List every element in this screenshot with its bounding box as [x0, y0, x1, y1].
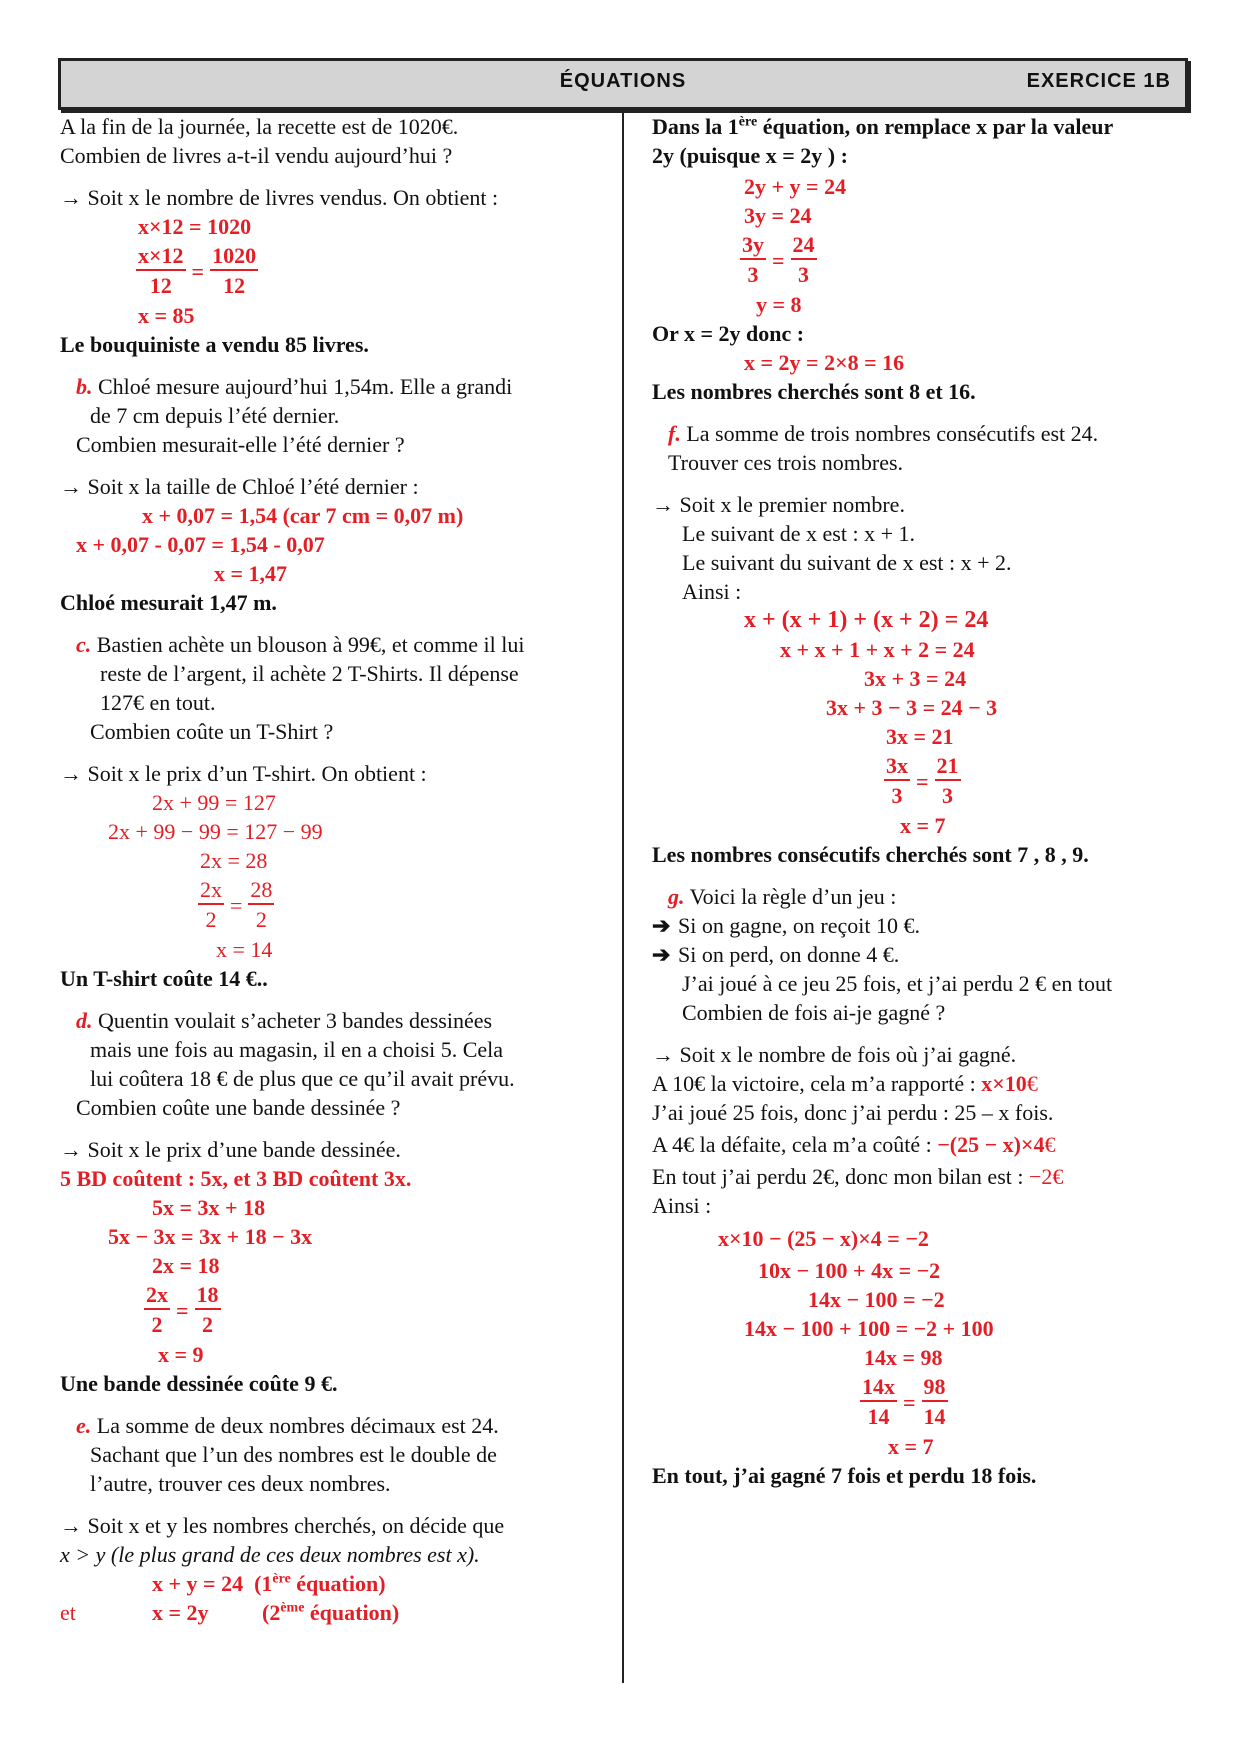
question-line: f. La somme de trois nombres consécutifs est 24.: [668, 421, 1099, 446]
fraction-equation: [60, 877, 596, 933]
conclusion: Les nombres cherchés sont 8 et 16.: [652, 379, 976, 404]
equation: x = 1,47: [214, 561, 288, 586]
fraction-numerator: 1020: [210, 243, 258, 271]
question-letter: c.: [76, 632, 92, 657]
fraction-denominator: 14: [923, 1404, 946, 1429]
question-line: Sachant que l’un des nombres est le double de: [90, 1442, 497, 1467]
question-line: J’ai joué à ce jeu 25 fois, et j’ai perdu 2 € en tout: [682, 971, 1113, 996]
solution-line: → Soit x le nombre de livres vendus. On obtient :: [60, 185, 499, 210]
equation: 2x = 18: [152, 1253, 220, 1278]
question-line: Trouver ces trois nombres.: [668, 450, 904, 475]
solution-line: → Soit x la taille de Chloé l’été dernier :: [60, 474, 419, 499]
solution-line: J’ai joué 25 fois, donc j’ai perdu : 25 – x fois.: [652, 1100, 1054, 1125]
bullet-line: ➔ Si on perd, on donne 4 €.: [652, 942, 900, 967]
text-line: Combien de livres a-t-il vendu aujourd’hui ?: [60, 143, 453, 168]
text-line: 2y (puisque x = 2y ) :: [652, 143, 848, 168]
solution-line: Ainsi :: [682, 579, 742, 604]
solution-line: → Soit x le prix d’une bande dessinée.: [60, 1137, 401, 1162]
equation: 2x + 99 − 99 = 127 − 99: [108, 819, 323, 844]
fraction-equation: [652, 753, 1192, 809]
fraction-equation: [60, 1282, 596, 1338]
note-line: 5 BD coûtent : 5x, et 3 BD coûtent 3x.: [60, 1166, 412, 1191]
fraction-numerator: x×12: [136, 243, 186, 271]
equation: x = 7: [888, 1434, 934, 1459]
equals-sign: =: [903, 1389, 916, 1415]
solution-line: → Soit x le nombre de fois où j’ai gagné.: [652, 1042, 1017, 1067]
equation: y = 8: [756, 292, 802, 317]
solution-line: → Soit x et y les nombres cherchés, on décide que: [60, 1513, 505, 1538]
question-line: g. Voici la règle d’un jeu :: [668, 884, 897, 909]
solution-line: → Soit x le premier nombre.: [652, 492, 905, 517]
fraction-denominator: 2: [255, 907, 267, 932]
solution-line: A 10€ la victoire, cela m’a rapporté : x×10€: [652, 1071, 1038, 1096]
solution-line: x > y (le plus grand de ces deux nombres est x).: [60, 1542, 480, 1567]
fraction-denominator: 12: [223, 273, 246, 298]
fraction-equation: [652, 232, 1192, 288]
question-line: Combien coûte un T-Shirt ?: [90, 719, 334, 744]
equation: x + y = 24 (1ère équation): [152, 1571, 386, 1596]
fraction-numerator: 3x: [884, 753, 910, 781]
fraction-denominator: 2: [202, 1312, 214, 1337]
equation: x + x + 1 + x + 2 = 24: [780, 637, 975, 662]
question-letter: b.: [76, 374, 93, 399]
question-line: Combien mesurait-elle l’été dernier ?: [76, 432, 405, 457]
question-line: e. La somme de deux nombres décimaux est 24.: [76, 1413, 499, 1438]
equation: 14x − 100 = −2: [808, 1287, 945, 1312]
fraction-numerator: 14x: [860, 1374, 897, 1402]
fraction-equation: [652, 1374, 1192, 1430]
equation: x = 9: [158, 1342, 204, 1367]
solution-line: En tout j’ai perdu 2€, donc mon bilan est : −2€: [652, 1164, 1064, 1189]
question-line: c. Bastien achète un blouson à 99€, et comme il lui: [76, 632, 525, 657]
column-divider: [622, 108, 624, 1683]
fraction-denominator: 3: [747, 262, 759, 287]
equation: x = 14: [216, 937, 273, 962]
fraction-denominator: 3: [891, 783, 903, 808]
equation: x×12 = 1020: [138, 214, 252, 239]
fraction-numerator: 2x: [198, 877, 224, 905]
solution-line: A 4€ la défaite, cela m’a coûté : −(25 − x)×4€: [652, 1132, 1056, 1157]
conclusion: Le bouquiniste a vendu 85 livres.: [60, 332, 369, 357]
equation: x + 0,07 - 0,07 = 1,54 - 0,07: [76, 532, 325, 557]
equation: 5x − 3x = 3x + 18 − 3x: [108, 1224, 313, 1249]
equals-sign: =: [191, 258, 205, 284]
fraction-denominator: 2: [205, 907, 217, 932]
equation: 3x + 3 − 3 = 24 − 3: [826, 695, 998, 720]
question-line: de 7 cm depuis l’été dernier.: [90, 403, 340, 428]
fraction-numerator: 2x: [144, 1282, 170, 1310]
equation: x = 2y = 2×8 = 16: [744, 350, 905, 375]
equation: x = 7: [900, 813, 946, 838]
fraction-denominator: 3: [942, 783, 954, 808]
equals-sign: =: [176, 1297, 189, 1323]
conclusion: En tout, j’ai gagné 7 fois et perdu 18 fois.: [652, 1463, 1037, 1488]
equation: 2x = 28: [200, 848, 268, 873]
equation: x = 85: [138, 303, 195, 328]
right-column: [652, 112, 1192, 1490]
fraction-denominator: 14: [867, 1404, 890, 1429]
fraction-numerator: 24: [791, 232, 817, 260]
conclusion: Un T-shirt coûte 14 €..: [60, 966, 268, 991]
question-letter: e.: [76, 1413, 92, 1438]
fraction-numerator: 21: [935, 753, 961, 781]
fraction-numerator: 18: [195, 1282, 221, 1310]
fraction-numerator: 3y: [740, 232, 766, 260]
fraction-denominator: 2: [151, 1312, 163, 1337]
equation: 2y + y = 24: [744, 174, 847, 199]
question-line: reste de l’argent, il achète 2 T-Shirts. Il dépense: [100, 661, 519, 686]
question-letter: f.: [668, 421, 681, 446]
question-line: lui coûtera 18 € de plus que ce qu’il avait prévu.: [90, 1066, 515, 1091]
arrow-bullet-icon: ➔: [652, 942, 671, 967]
fraction-denominator: 12: [149, 273, 172, 298]
equals-sign: =: [772, 247, 785, 273]
text-line: Dans la 1ère équation, on remplace x par la valeur: [652, 114, 1114, 139]
equation: 5x = 3x + 18: [152, 1195, 266, 1220]
question-line: Combien de fois ai-je gagné ?: [682, 1000, 946, 1025]
equation: x + 0,07 = 1,54 (car 7 cm = 0,07 m): [142, 503, 464, 528]
equals-sign: =: [916, 768, 929, 794]
header-exercise: EXERCICE 1B: [1026, 70, 1171, 92]
arrow-bullet-icon: ➔: [652, 913, 671, 938]
fraction-equation: [60, 243, 596, 299]
equation: 14x = 98: [864, 1345, 943, 1370]
equation: 14x − 100 + 100 = −2 + 100: [744, 1316, 994, 1341]
fraction-denominator: 3: [798, 262, 810, 287]
solution-line: → Soit x le prix d’un T-shirt. On obtient :: [60, 761, 427, 786]
question-letter: d.: [76, 1008, 93, 1033]
question-line: Combien coûte une bande dessinée ?: [76, 1095, 401, 1120]
left-column: [60, 112, 596, 1627]
text-line: Or x = 2y donc :: [652, 321, 805, 346]
question-line: l’autre, trouver ces deux nombres.: [90, 1471, 391, 1496]
conclusion: Les nombres consécutifs cherchés sont 7 , 8 , 9.: [652, 842, 1089, 867]
equation: 10x − 100 + 4x = −2: [758, 1258, 941, 1283]
question-line: mais une fois au magasin, il en a choisi 5. Cela: [90, 1037, 504, 1062]
solution-line: Le suivant du suivant de x est : x + 2.: [682, 550, 1012, 575]
fraction-numerator: 28: [248, 877, 274, 905]
question-line: d. Quentin voulait s’acheter 3 bandes dessinées: [76, 1008, 493, 1033]
equation: 3x + 3 = 24: [864, 666, 967, 691]
equation: 3x = 21: [886, 724, 954, 749]
conclusion: Chloé mesurait 1,47 m.: [60, 590, 277, 615]
equation: x + (x + 1) + (x + 2) = 24: [744, 607, 989, 633]
bullet-line: ➔ Si on gagne, on reçoit 10 €.: [652, 913, 920, 938]
solution-line: Le suivant de x est : x + 1.: [682, 521, 915, 546]
equals-sign: =: [230, 892, 243, 918]
solution-line: Ainsi :: [652, 1193, 712, 1218]
question-letter: g.: [668, 884, 685, 909]
equation: x×10 − (25 − x)×4 = −2: [718, 1226, 929, 1251]
page-header: [58, 58, 1188, 110]
equation: 3y = 24: [744, 203, 812, 228]
equation: 2x + 99 = 127: [152, 790, 276, 815]
equation: et x = 2y (2ème équation): [60, 1600, 400, 1625]
header-title: ÉQUATIONS: [559, 70, 687, 92]
fraction-numerator: 98: [922, 1374, 948, 1402]
question-line: 127€ en tout.: [100, 690, 216, 715]
conclusion: Une bande dessinée coûte 9 €.: [60, 1371, 338, 1396]
text-line: A la fin de la journée, la recette est de 1020€.: [60, 114, 459, 139]
question-line: b. Chloé mesure aujourd’hui 1,54m. Elle a grandi: [76, 374, 513, 399]
